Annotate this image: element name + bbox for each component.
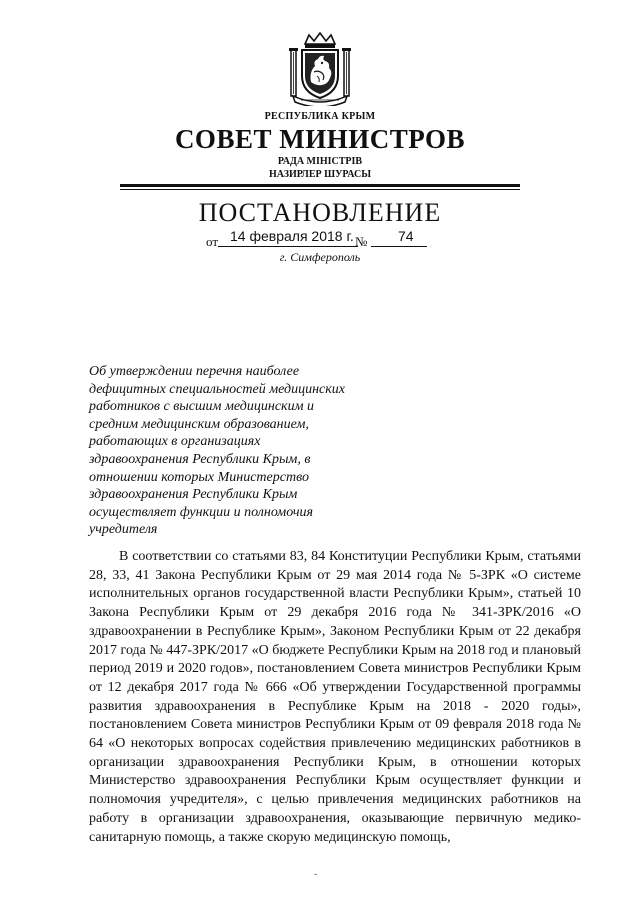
council-name: СОВЕТ МИНИСТРОВ (174, 124, 466, 154)
title-line: здравоохранения Республики Крым (89, 487, 298, 503)
title-line: работников с высшим медицинским и (89, 399, 315, 415)
number-underline (371, 246, 427, 247)
date-underline (218, 246, 358, 247)
title-line: средним медицинским образованием, (89, 416, 309, 432)
republic-name: РЕСПУБЛИКА КРЫМ (264, 111, 376, 122)
title-line: здравоохранения Республики Крым, в (89, 451, 311, 467)
document-title (89, 363, 389, 539)
decree-date: 14 февраля 2018 г. (230, 228, 354, 244)
header-divider-thick (120, 184, 520, 187)
page-mark: ˘ (314, 873, 318, 884)
title-line: работающих в организациях (89, 434, 261, 450)
decree-number: 74 (398, 228, 414, 244)
title-line: осуществляет функции и полномочия (89, 504, 314, 520)
coat-of-arms-icon (287, 32, 353, 106)
body-paragraph: В соответствии со статьями 83, 84 Конституции Республики Крым, статьями 28, 33, 41 Закона Республики Крым от 29 мая 2014 года № 5-ЗРК «О системе исполнительных органов государственной власти Республики Крым», статьей 10 Закона Республики Крым от 29 декабря 2016 года № 341-ЗРК/2016 «О здравоохранении в Республике Крым», Законом Республики Крым от 22 декабря 2017 года № 447-ЗРК/2017 «О бюджете Республики Крым на 2018 год и плановый период 2019 и 2020 годов», постановлением Совета министров Республики Крым от 12 декабря 2017 года № 666 «Об утверждении Государственной программы развития здравоохранения в Республике Крым на 2018 - 2020 годы», постановлением Совета министров Республики Крым от 09 февраля 2018 года № 64 «О некоторых вопросах содействия привлечению медицинских работников в организации здравоохранения Республики Крым, в отношении которых Министерство здравоохранения Республики Крым осуществляет функции и полномочия учредителя», с целью привлечения медицинских работников на работу в организации здравоохранения, оказывающие первичную медико-санитарную помощь, а также скорую медицинскую помощь, (89, 549, 581, 845)
title-line: отношении которых Министерство (89, 469, 309, 485)
council-name-ukrainian: РАДА МІНІСТРІВ (277, 156, 363, 167)
decree-city: г. Симферополь (279, 250, 361, 264)
header-divider-thin (120, 189, 520, 190)
decree-title: ПОСТАНОВЛЕНИЕ (198, 198, 442, 227)
title-line: дефицитных специальностей медицинских (89, 381, 345, 397)
title-line: учредителя (89, 522, 158, 538)
council-name-crimean-tatar: НАЗИРЛЕР ШУРАСЫ (268, 169, 372, 180)
decree-date-number-row (0, 228, 640, 248)
number-label: № (355, 234, 368, 249)
date-prefix-label: от (206, 234, 219, 249)
title-line: Об утверждении перечня наиболее (89, 364, 300, 379)
